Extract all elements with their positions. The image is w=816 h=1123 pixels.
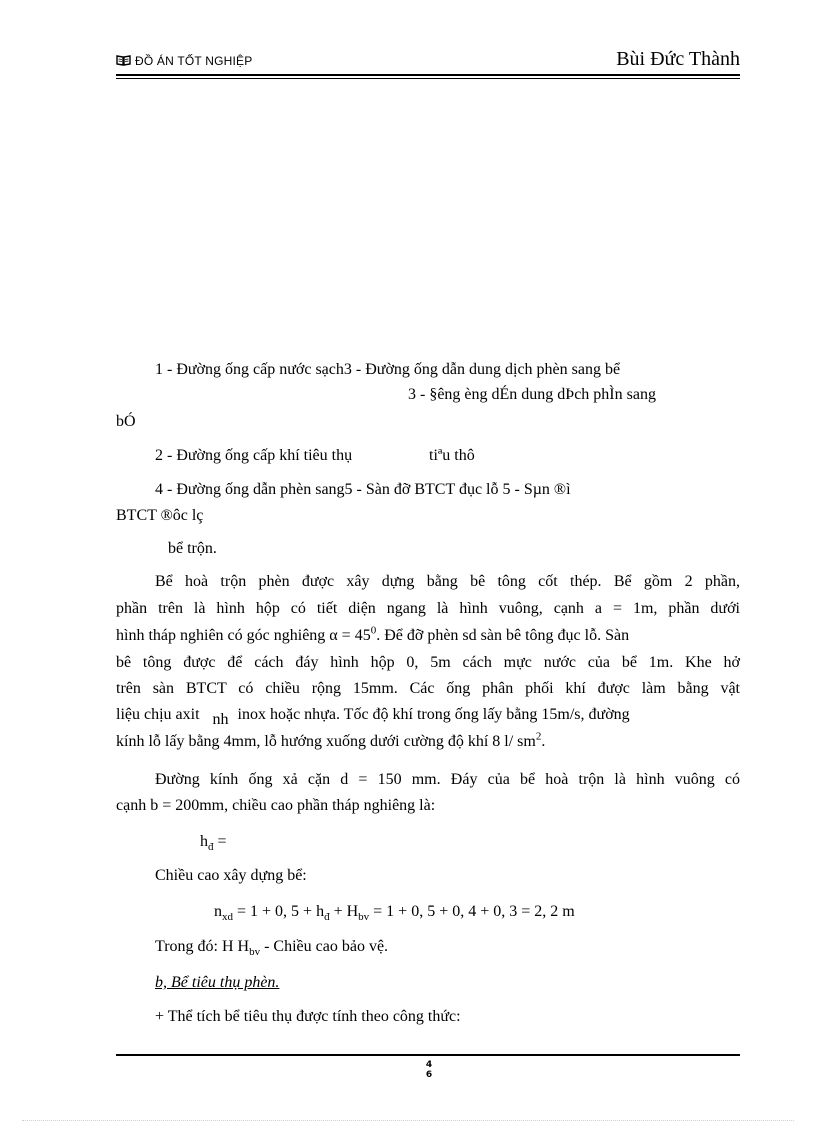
build-height-label: Chiều cao xây dựng bể: — [155, 867, 307, 884]
legend-line-4b: tiªu thô — [429, 447, 475, 464]
paragraph1-line5: trên sàn BTCT có chiều rộng 15mm. Các ống phân phối khí được làm bằng vật — [116, 680, 740, 697]
legend-line-4a: 2 - Đường ống cấp khí tiêu thụ — [155, 447, 353, 464]
page-bottom-dotted-border — [22, 1120, 794, 1121]
paragraph2-line1: Đường kính ống xả cặn d = 150 mm. Đáy của bể hoà trộn là hình vuông có — [155, 771, 740, 788]
paragraph1-line4: bê tông được để cách đáy hình hộp 0, 5m cách mực nước của bể 1m. Khe hở — [116, 654, 740, 671]
legend-line-6: BTCT ®ôc lç — [116, 507, 204, 524]
header-rule-thin — [116, 78, 740, 79]
book-icon — [116, 55, 131, 66]
where-line: Trong đó: H $H_{bv}$ - Chiều cao bảo vệ. — [155, 938, 389, 959]
page-number: 4 6 — [425, 1060, 433, 1080]
paragraph2-line2: cạnh b = 200mm, chiều cao phần tháp nghiêng là: — [116, 797, 436, 814]
footer-rule — [116, 1054, 740, 1056]
paragraph1-line7: kính lỗ lấy bằng 4mm, lỗ hướng xuống dưới cường độ khí 8 l/ $sm^2$. — [116, 730, 546, 750]
header-left — [116, 54, 252, 68]
paragraph1-line3: hình tháp nghiên có góc nghiêng $\alpha = 45^0$. Để đỡ phèn sd sàn bê tông đục lỗ. Sàn — [116, 624, 630, 644]
formula-build-height: $n_{xd} = 1 + 0$, $5 + h_đ + H_{bv} = 1 + 0$, 5 + 0, 4 + 0, 3 = 2, 2 m — [214, 903, 575, 924]
header-title: ĐỒ ÁN TỐT NGHIỆP — [135, 54, 253, 68]
paragraph1-line6: liệu chịu axit nh inox hoặc nhựa. Tốc độ khí trong ống lấy bằng 15m/s, đường — [116, 706, 630, 728]
paragraph1-line2: phần trên là hình hộp có tiết diện ngang là hình vuông, cạnh a = 1m, phần dưới — [116, 600, 740, 617]
paragraph1-line1: Bể hoà trộn phèn được xây dựng bằng bê tông cốt thép. Bể gồm 2 phần, — [155, 573, 740, 590]
formula-hd: $h_đ$ = — [200, 833, 227, 854]
legend-line-2: 3 - §êng èng dÉn dung dÞch phÌn sang — [408, 386, 656, 403]
volume-line: + Thể tích bể tiêu thụ được tính theo công thức: — [155, 1008, 461, 1025]
header-author: Bùi Đức Thành — [616, 48, 740, 70]
legend-line-5: 4 - Đường ống dẫn phèn sang5 - Sàn đỡ BTCT đục lỗ 5 - Sµn ®ì — [155, 481, 571, 498]
legend-line-7: bể trộn. — [168, 540, 217, 557]
header-rule-thick — [116, 74, 740, 76]
legend-line-3: bÓ — [116, 413, 136, 430]
legend-line-1: 1 - Đường ống cấp nước sạch3 - Đường ống dẫn dung dịch phèn sang bể — [155, 361, 621, 378]
section-b-heading: b, Bể tiêu thụ phèn. — [155, 974, 280, 991]
